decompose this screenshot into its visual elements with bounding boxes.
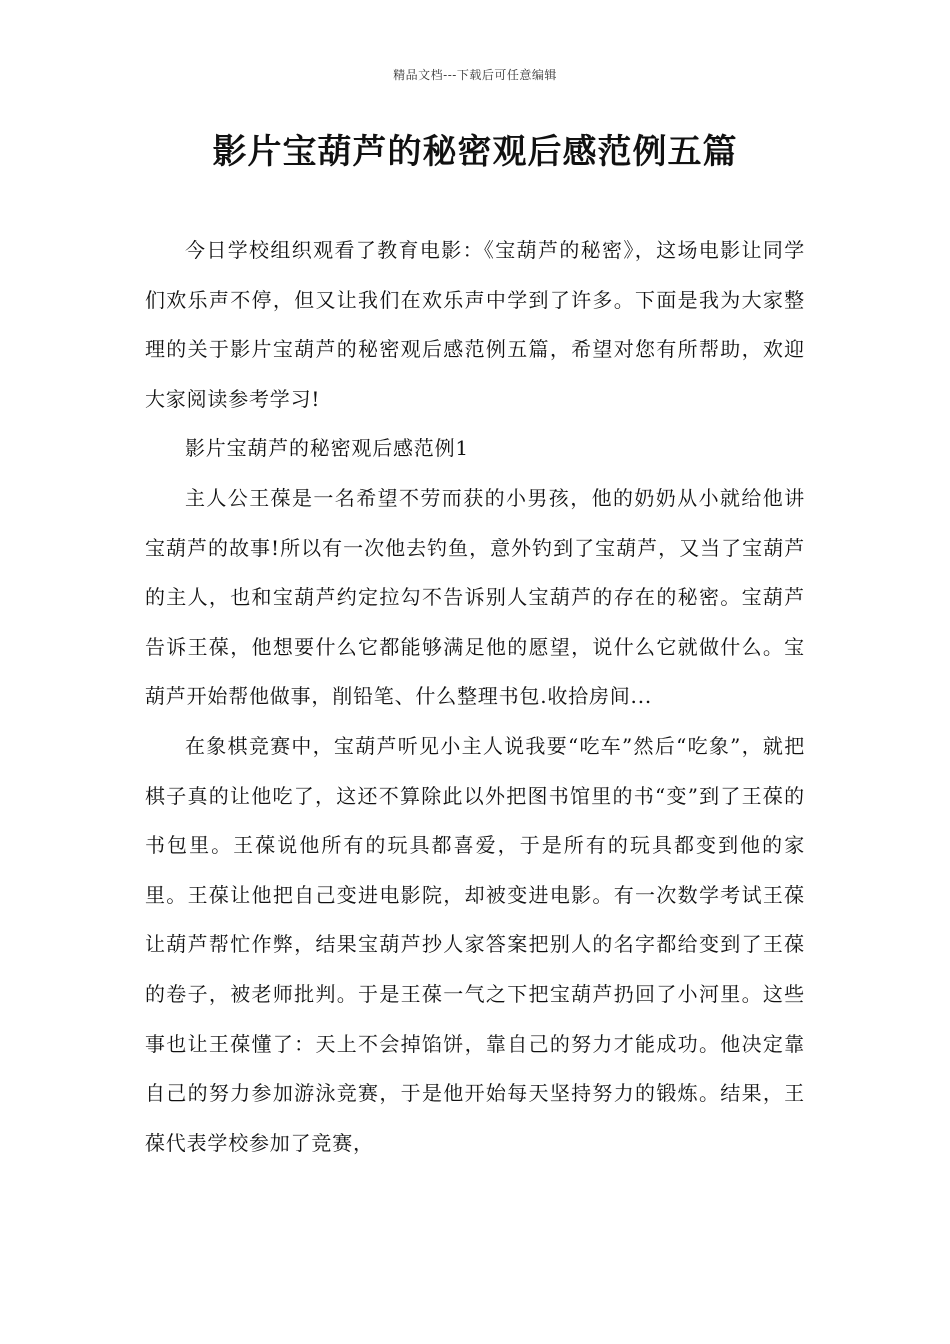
body-paragraph-2: 在象棋竞赛中，宝葫芦听见小主人说我要“吃车”然后“吃象”，就把棋子真的让他吃了，这还不算除此以外把图书馆里的书“变”到了王葆的书包里。王葆说他所有的玩具都喜爱，于是所有的玩具都变到他的家里。王葆让他把自己变进电影院，却被变进电影。有一次数学考试王葆让葫芦帮忙作弊，结果宝葫芦抄人家答案把别人的名字都给变到了王葆的卷子，被老师批判。于是王葆一气之下把宝葫芦扔回了小河里。这些事也让王葆懂了：天上不会掉馅饼，靠自己的努力才能成功。他决定靠自己的努力参加游泳竞赛，于是他开始每天坚持努力的锻炼。结果，王葆代表学校参加了竞赛，: [145, 733, 805, 1155]
intro-paragraph: 今日学校组织观看了教育电影：《宝葫芦的秘密》，这场电影让同学们欢乐声不停，但又让我们在欢乐声中学到了许多。下面是我为大家整理的关于影片宝葫芦的秘密观后感范例五篇，希望对您有所帮助，欢迎大家阅读参考学习!: [145, 238, 805, 411]
header-note: 精品文档---下载后可任意编辑: [393, 68, 557, 82]
document-title: 影片宝葫芦的秘密观后感范例五篇: [212, 132, 738, 172]
document-body: [145, 226, 805, 1168]
body-paragraph-1: 主人公王葆是一名希望不劳而获的小男孩，他的奶奶从小就给他讲宝葫芦的故事!所以有一次他去钓鱼，意外钓到了宝葫芦，又当了宝葫芦的主人，也和宝葫芦约定拉勾不告诉别人宝葫芦的存在的秘密。宝葫芦告诉王葆，他想要什么它都能够满足他的愿望，说什么它就做什么。宝葫芦开始帮他做事，削铅笔、什么整理书包.收拾房间...: [145, 485, 805, 709]
section-heading: 影片宝葫芦的秘密观后感范例1: [185, 436, 469, 461]
